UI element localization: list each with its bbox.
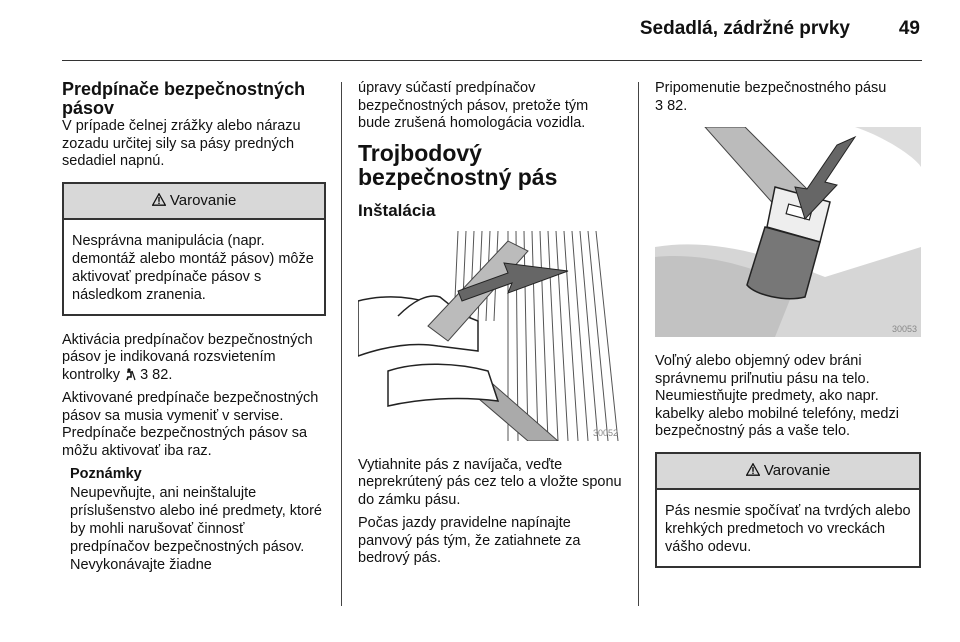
- warning-title: Varovanie: [169, 191, 237, 209]
- warning-text: Pás nesmie spočívať na tvrdých alebo krehkých predmetoch vo vreckách vášho odevu.: [665, 502, 911, 555]
- page-number: 49: [898, 18, 920, 39]
- section-heading: Trojbodový bezpečnostný pás: [358, 139, 558, 190]
- page-reference: 3 82.: [655, 97, 688, 114]
- reminder-text: Pripomenutie bezpečnostného pásu: [655, 80, 887, 96]
- replacement-paragraph: Aktivované predpínače bezpečnostných pásov sa musia vymeniť v servise. Predpínače bezpečnostných pásov sa môžu aktivovať iba raz.: [62, 390, 319, 459]
- activation-paragraph: [62, 332, 326, 385]
- page-reference: 3 82.: [140, 366, 173, 383]
- reminder-paragraph: [655, 80, 921, 115]
- warning-text: Nesprávna manipulácia (napr. demontáž alebo montáž pásov) môže aktivovať predpínače pásov s následkom zranenia.: [72, 232, 314, 303]
- warning-box: [655, 452, 921, 568]
- warning-triangle-icon: [152, 192, 170, 209]
- clothing-paragraph: Voľný alebo objemný odev bráni správnemu priľnutiu pásu na telo. Neumiestňujte predmety, ako napr. kabelky alebo mobilné telefóny, medzi bezpečnostný pás a vaše telo.: [655, 353, 899, 439]
- column-middle: [358, 80, 622, 574]
- seatbelt-installation-illustration: [358, 231, 622, 441]
- warning-box: [62, 182, 326, 316]
- seatbelt-buckle-illustration: [655, 127, 921, 337]
- section-heading: Predpínače bezpečnostných pásov: [62, 79, 306, 118]
- continued-paragraph: úpravy súčastí predpínačov bezpečnostných pásov, pretože tým bude zrušená homologácia vozidla.: [358, 80, 589, 131]
- column-right: [655, 80, 921, 584]
- figure-number: 30053: [891, 324, 917, 334]
- column-divider: [341, 82, 342, 606]
- header-divider: [62, 60, 922, 61]
- lap-belt-paragraph: Počas jazdy pravidelne napínajte panvový pás tým, že zatiahnete za bedrový pás.: [358, 515, 581, 566]
- warning-title: Varovanie: [763, 461, 831, 479]
- intro-paragraph: V prípade čelnej zrážky alebo nárazu zozadu určitej sily sa pásy predných sedadiel napnú.: [62, 118, 301, 169]
- activation-text: Aktivácia predpínačov bezpečnostných pásov je indikovaná rozsvietením kontrolky: [62, 331, 313, 383]
- figure-number: 30052: [592, 427, 618, 438]
- column-left: [62, 80, 326, 574]
- warning-triangle-icon: [746, 462, 764, 479]
- seatbelt-tensioner-icon: [124, 367, 140, 383]
- warning-header: [657, 454, 919, 490]
- running-header-title: Sedadlá, zádržné prvky: [639, 18, 850, 39]
- subsection-heading: Inštalácia: [358, 200, 436, 220]
- note-text: Neupevňujte, ani neinštalujte príslušenstvo alebo iné predmety, ktoré by mohli narušovať činnosť predpínačov bezpečnostných pásov. Nevykonávajte žiadne: [70, 484, 323, 573]
- warning-header: [64, 184, 324, 220]
- note-title: Poznámky: [70, 466, 142, 482]
- note-block: [70, 466, 326, 574]
- column-divider: [638, 82, 639, 606]
- installation-paragraph: Vytiahnite pás z navíjača, veďte neprekrútený pás cez telo a vložte sponu do zámku pásu.: [358, 456, 622, 508]
